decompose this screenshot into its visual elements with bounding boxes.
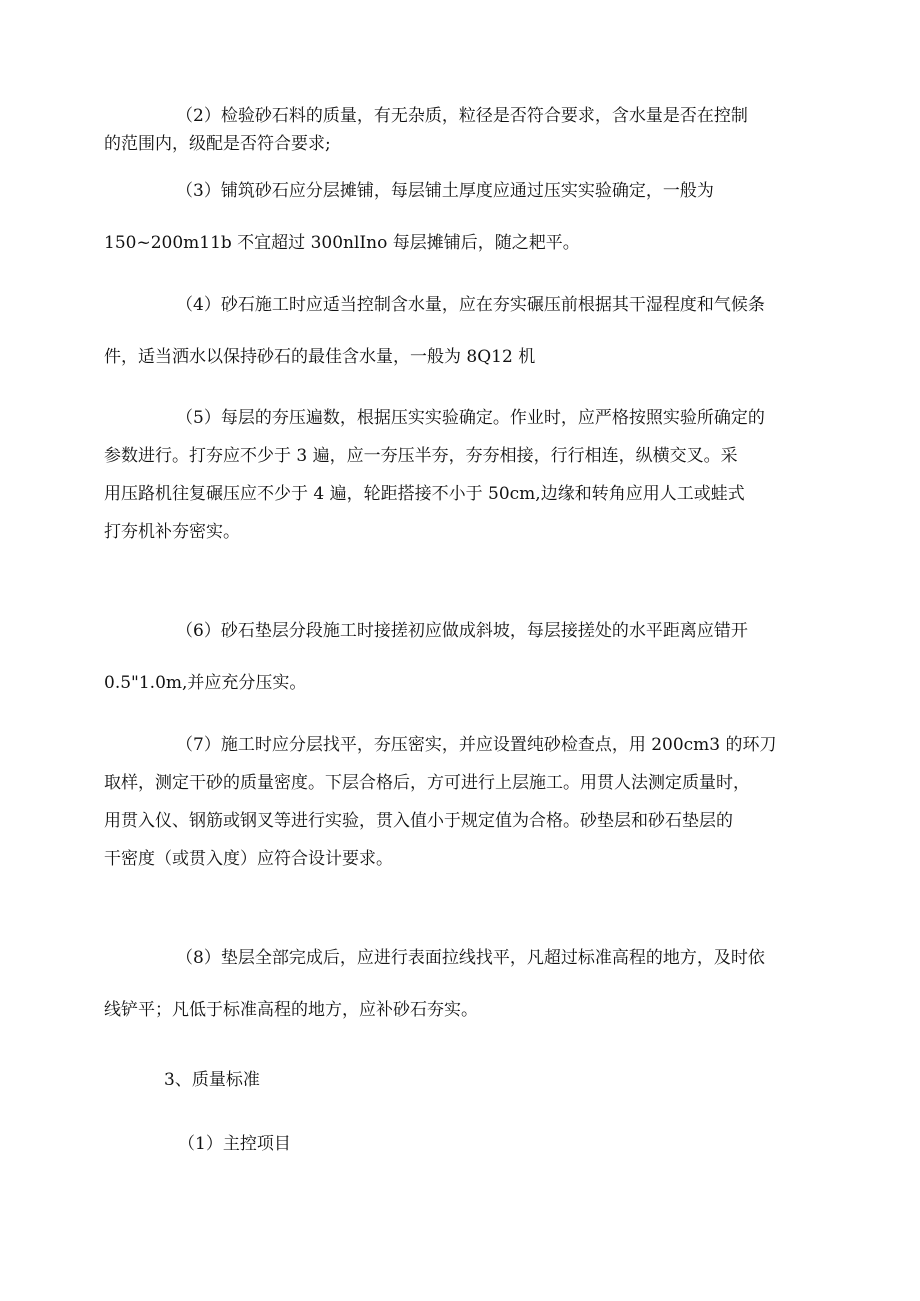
paragraph-line: 干密度（或贯入度）应符合设计要求。	[104, 849, 393, 869]
paragraph-line: 取样，测定干砂的质量密度。下层合格后，方可进行上层施工。用贯人法测定质量时，	[104, 773, 750, 793]
paragraph-line: （7）施工时应分层找平，夯压密实，并应设置纯砂检查点，用 200cm3 的环刀	[176, 735, 777, 755]
paragraph-line: 0.5"1.0m,并应充分压实。	[104, 673, 307, 693]
paragraph-3	[104, 183, 816, 252]
paragraph-line: 参数进行。打夯应不少于 3 遍，应一夯压半夯，夯夯相接，行行相连，纵横交叉。采	[104, 446, 738, 466]
paragraph-line: 用贯入仪、钢筋或钢叉等进行实验，贯入值小于规定值为合格。砂垫层和砂石垫层的	[104, 811, 733, 831]
paragraph-4	[104, 297, 816, 366]
paragraph-5	[104, 410, 816, 541]
paragraph-line: （5）每层的夯压遍数，根据压实实验确定。作业时，应严格按照实验所确定的	[176, 408, 765, 428]
paragraph-line: 150~200m11b 不宜超过 300nlIno 每层摊铺后，随之耙平。	[104, 233, 580, 253]
paragraph-line: 打夯机补夯密实。	[104, 522, 240, 542]
paragraph-line: （6）砂石垫层分段施工时接搓初应做成斜坡，每层接搓处的水平距离应错开	[176, 621, 748, 641]
paragraph-line: （3）铺筑砂石应分层摊铺，每层铺土厚度应通过压实实验确定，一般为	[176, 181, 714, 201]
paragraph-7	[104, 737, 816, 868]
paragraph-line: （8）垫层全部完成后，应进行表面拉线找平，凡超过标准高程的地方，及时依	[176, 948, 765, 968]
paragraph-line: （4）砂石施工时应适当控制含水量，应在夯实碾压前根据其干湿程度和气候条	[176, 295, 765, 315]
paragraph-6	[104, 623, 816, 692]
sub-heading: （1）主控项目	[178, 1134, 291, 1154]
paragraph-line: 线铲平；凡低于标准高程的地方，应补砂石夯实。	[104, 1000, 478, 1020]
section-heading: 3、质量标准	[164, 1070, 260, 1090]
paragraph-line: （2）检验砂石料的质量，有无杂质，粒径是否符合要求，含水量是否在控制	[176, 106, 748, 126]
paragraph-8	[104, 950, 816, 1019]
paragraph-2	[104, 108, 816, 153]
paragraph-line: 件，适当洒水以保持砂石的最佳含水量，一般为 8Q12 机	[104, 347, 536, 367]
paragraph-line: 用压路机往复碾压应不少于 4 遍，轮距搭接不小于 50cm,边缘和转角应用人工或蛙式	[104, 484, 745, 504]
paragraph-line: 的范围内，级配是否符合要求;	[104, 134, 331, 154]
